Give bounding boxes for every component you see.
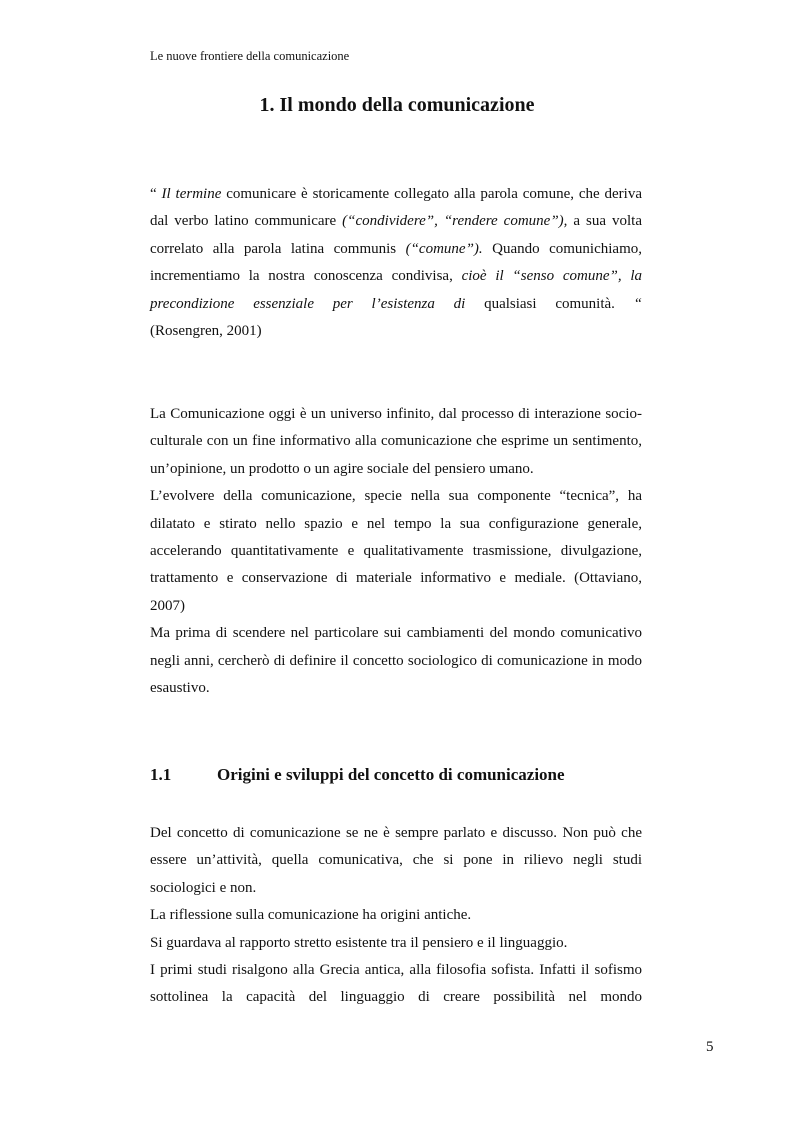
section-title: Origini e sviluppi del concetto di comunicazione — [217, 765, 565, 784]
page-number: 5 — [706, 1039, 714, 1055]
opening-quote — [150, 181, 642, 345]
quote-italic-line: cioè il “senso comune”, la precondizione essenziale per l’esistenza di — [150, 268, 642, 312]
running-header: Le nuove frontiere della comunicazione — [150, 49, 350, 63]
quote-term: Il termine — [161, 186, 222, 202]
section-body — [150, 820, 642, 1012]
section-number: 1.1 — [150, 765, 172, 784]
paragraph: Del concetto di comunicazione se ne è sempre parlato e discusso. Non può che essere un’attività, quella comunicativa, che si pone in rilievo negli studi sociologici e non. — [150, 825, 642, 896]
quote-segment: comunicare è storicamente collegato alla parola comune, che deriva dal verbo latino communicare — [150, 186, 642, 230]
paragraph: I primi studi risalgono alla Grecia antica, alla filosofia sofista. Infatti il sofismo sottolinea la capacità del linguaggio di creare possibilità nel mondo — [150, 962, 642, 1006]
quote-close-mark: “ — [633, 295, 642, 312]
quote-citation: (Rosengren, 2001) — [150, 323, 262, 340]
quote-gloss: (“comune”). — [405, 240, 483, 257]
paragraph: Si guardava al rapporto stretto esistente tra il pensiero e il linguaggio. — [150, 934, 568, 951]
quote-text — [150, 181, 642, 318]
quote-segment: Quando comunichiamo, incrementiamo la nostra conoscenza condivisa, — [150, 240, 642, 285]
paragraph: L’evolvere della comunicazione, specie nella sua componente “tecnica”, ha dilatato e stirato nello spazio e nel tempo la sua configurazione generale, accelerando quantitativamente e qualitativamente trasmissione, divulgazione, trattamento e conservazione di materiale informativo e mediale. (Ottaviano, 2007) — [150, 488, 642, 614]
intro-body — [150, 401, 642, 702]
paragraph: La Comunicazione oggi è un universo infinito, dal processo di interazione socio-culturale con un fine informativo alla comunicazione che esprime un sentimento, un’opinione, un prodotto o un agire sociale del pensiero umano. — [150, 406, 642, 477]
chapter-title: 1. Il mondo della comunicazione — [259, 94, 535, 116]
quote-open-mark: “ — [150, 186, 162, 202]
quote-gloss: (“condividere”, “rendere comune”), — [342, 213, 568, 230]
paragraph: Ma prima di scendere nel particolare sui cambiamenti del mondo comunicativo negli anni, cercherò di definire il concetto sociologico di comunicazione in modo esaustivo. — [150, 625, 642, 697]
quote-segment: a sua volta correlato alla parola latina communis — [150, 213, 642, 257]
paragraph: La riflessione sulla comunicazione ha origini antiche. — [150, 907, 472, 924]
section-heading — [150, 765, 565, 785]
quote-segment: qualsiasi comunità. — [465, 295, 634, 312]
